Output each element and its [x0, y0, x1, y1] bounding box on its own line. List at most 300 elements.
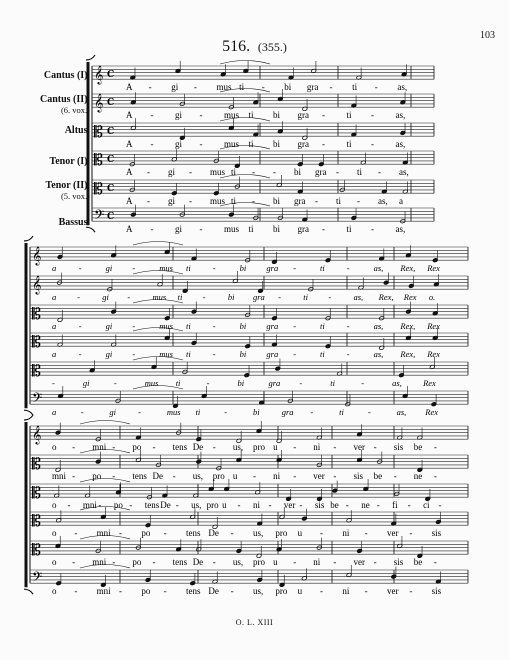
bracket-hook — [86, 227, 95, 232]
lyric-syllable: ver — [283, 500, 296, 510]
lyric-hyphen: - — [212, 321, 216, 331]
lyric-hyphen: - — [293, 557, 297, 567]
lyric-syllable: Rex — [403, 292, 417, 302]
lyric-syllable: o — [52, 586, 57, 596]
lyric-syllable: po — [132, 442, 142, 452]
lyrics-line — [52, 500, 442, 510]
lyric-syllable: gi — [82, 378, 90, 388]
lyric-hyphen: - — [78, 349, 82, 359]
time-signature-icon: C — [107, 154, 115, 165]
lyric-syllable: Rex — [427, 263, 440, 273]
staff — [30, 536, 468, 568]
lyric-syllable: bi — [239, 321, 247, 331]
lyric-syllable: Rex — [427, 321, 440, 331]
lyric-syllable: bi — [273, 110, 281, 120]
tie-arc — [220, 203, 270, 207]
lyric-hyphen: - — [189, 196, 192, 206]
staff — [30, 386, 468, 418]
lyric-syllable: sis — [431, 586, 442, 596]
lyric-syllable: tens — [144, 500, 160, 510]
tie-arc — [220, 175, 270, 179]
lyric-syllable: ci — [423, 500, 430, 510]
lyric-syllable: as, — [373, 349, 384, 359]
lyric-hyphen: - — [433, 471, 437, 481]
lyric-syllable: sis — [393, 557, 404, 567]
lyric-hyphen: - — [172, 471, 176, 481]
lyric-hyphen: - — [378, 167, 381, 177]
lyric-syllable: us, — [253, 586, 264, 596]
clef-icon: 𝄡 — [32, 483, 41, 503]
lyric-syllable: gra — [266, 349, 279, 359]
lyric-hyphen: - — [193, 82, 197, 92]
lyric-hyphen: - — [376, 500, 380, 510]
lyric-syllable: De — [152, 471, 163, 481]
lyric-hyphen: - — [230, 586, 234, 596]
lyric-hyphen: - — [74, 528, 78, 538]
staff — [30, 565, 468, 597]
lyric-syllable: ti — [186, 321, 191, 331]
lyric-hyphen: - — [113, 378, 117, 388]
lyric-hyphen: - — [132, 321, 136, 331]
lyric-syllable: mus — [210, 196, 226, 206]
lyric-hyphen: - — [67, 500, 71, 510]
lyric-syllable: as, — [378, 196, 388, 206]
lyric-syllable: gi — [168, 196, 176, 206]
lyric-syllable: pro — [212, 471, 225, 481]
staff — [92, 61, 434, 93]
lyrics-line — [52, 378, 436, 388]
lyric-syllable: tens — [132, 471, 147, 481]
lyric-syllable: as, — [395, 224, 406, 234]
tie-arc — [80, 479, 130, 483]
lyrics-line — [52, 292, 435, 302]
lyric-syllable: pro — [275, 586, 288, 596]
lyrics-line — [126, 167, 409, 177]
lyric-syllable: Rex — [425, 407, 439, 417]
lyric-syllable: o. — [428, 292, 436, 302]
voice-name: Cantus (I). — [43, 70, 90, 81]
voice-name: Bassus. — [58, 217, 90, 228]
lyric-syllable: u — [273, 442, 278, 452]
lyric-syllable: pro — [253, 557, 265, 567]
lyric-syllable: Rex — [427, 349, 440, 359]
lyric-syllable: ti — [231, 196, 237, 206]
lyric-hyphen: - — [293, 263, 297, 273]
clef-icon: 𝄡 — [32, 332, 41, 352]
lyrics-line — [126, 139, 405, 149]
lyric-hyphen: - — [112, 557, 116, 567]
clef-icon: 𝄡 — [32, 454, 41, 474]
lyric-hyphen: - — [328, 292, 332, 302]
time-signature-icon: C — [107, 69, 115, 80]
lyric-hyphen: - — [273, 167, 276, 177]
lyric-syllable: gra — [315, 167, 327, 177]
lyric-syllable: ti — [186, 349, 191, 359]
lyric-hyphen: - — [72, 471, 76, 481]
lyric-syllable: ni — [313, 557, 321, 567]
clef-icon: 𝄞 — [94, 93, 104, 113]
lyrics-line — [126, 224, 405, 234]
lyric-syllable: bi — [284, 82, 292, 92]
lyric-hyphen: - — [433, 442, 437, 452]
lyric-hyphen: - — [253, 471, 256, 481]
lyric-syllable: ti — [231, 167, 237, 177]
lyric-hyphen: - — [72, 557, 76, 567]
lyric-hyphen: - — [230, 528, 234, 538]
lyric-syllable: o — [52, 557, 57, 567]
lyric-syllable: bi — [239, 349, 247, 359]
lyric-syllable: sis — [393, 442, 404, 452]
lyric-hyphen: - — [322, 139, 325, 149]
lyric-syllable: po — [92, 471, 102, 481]
title-number: 516. — [222, 38, 251, 55]
lyric-syllable: ti — [339, 407, 344, 417]
lyrics-line — [126, 110, 405, 120]
tie-arc — [220, 61, 270, 65]
lyric-syllable: mni — [52, 471, 67, 481]
lyric-hyphen: - — [393, 471, 397, 481]
lyric-syllable: us, — [232, 442, 244, 452]
lyric-syllable: ver — [353, 442, 365, 452]
lyric-syllable: as, — [395, 110, 406, 120]
voice-name: Tenor (II). — [45, 180, 90, 191]
staff — [30, 357, 468, 389]
lyric-syllable: De — [160, 500, 171, 510]
lyric-syllable: ver — [313, 471, 325, 481]
lyric-hyphen: - — [212, 557, 216, 567]
lyric-hyphen: - — [322, 224, 325, 234]
lyric-syllable: ne — [361, 500, 370, 510]
lyric-hyphen: - — [77, 292, 80, 302]
lyric-hyphen: - — [336, 167, 339, 177]
lyric-syllable: ti — [346, 224, 352, 234]
lyric-hyphen: - — [320, 528, 323, 538]
lyric-syllable: o — [52, 442, 57, 452]
clef-icon: 𝄞 — [32, 275, 42, 295]
lyric-syllable: A — [126, 82, 133, 92]
clef-icon: 𝄡 — [94, 122, 103, 142]
staff — [30, 450, 468, 482]
lyric-hyphen: - — [119, 586, 122, 596]
lyric-hyphen: - — [237, 500, 241, 510]
clef-icon: 𝄡 — [94, 179, 103, 199]
lyric-syllable: sis — [353, 471, 364, 481]
lyric-syllable: gra — [253, 292, 265, 302]
staff — [92, 89, 434, 121]
lyric-hyphen: - — [112, 471, 116, 481]
lyric-syllable: po — [113, 500, 123, 510]
lyric-syllable: mus — [216, 82, 232, 92]
lyrics-line — [52, 349, 440, 359]
lyric-syllable: be — [413, 442, 423, 452]
lyric-syllable: a — [52, 263, 57, 273]
lyrics-line — [52, 471, 437, 481]
lyric-syllable: gra — [297, 139, 309, 149]
lyric-hyphen: - — [374, 82, 378, 92]
tie-arc — [133, 357, 183, 361]
lyric-syllable: tens — [186, 586, 201, 596]
lyric-syllable: De — [192, 557, 204, 567]
lyric-syllable: a — [52, 292, 57, 302]
lyric-syllable: bi — [294, 167, 302, 177]
lyric-syllable: gi — [175, 139, 183, 149]
lyric-hyphen: - — [78, 263, 82, 273]
staff — [30, 300, 468, 332]
lyric-syllable: ti — [336, 196, 342, 206]
lyric-syllable: ni — [253, 500, 261, 510]
clef-icon: 𝄡 — [32, 361, 41, 381]
lyric-hyphen: - — [147, 167, 150, 177]
lyric-syllable: bi — [239, 263, 247, 273]
lyric-hyphen: - — [252, 167, 255, 177]
lyric-syllable: po — [132, 557, 142, 567]
lyric-hyphen: - — [293, 321, 297, 331]
lyric-syllable: gra — [268, 378, 281, 388]
lyric-hyphen: - — [373, 557, 377, 567]
lyric-hyphen: - — [346, 263, 350, 273]
lyric-hyphen: - — [147, 196, 150, 206]
lyric-syllable: gi — [109, 407, 117, 417]
lyric-syllable: as, — [395, 139, 406, 149]
staff — [30, 328, 468, 360]
lyric-hyphen: - — [112, 442, 116, 452]
lyric-syllable: gi — [102, 292, 109, 302]
lyric-syllable: sis — [314, 500, 325, 510]
lyric-hyphen: - — [80, 407, 84, 417]
lyric-syllable: be — [373, 471, 383, 481]
voice-sub-label: (5. vox.) — [60, 191, 90, 201]
page-footer: O. L. XIII — [235, 618, 274, 627]
clef-icon: 𝄡 — [94, 150, 103, 170]
tie-arc — [133, 328, 183, 332]
lyrics-line — [52, 528, 442, 538]
bracket-hook — [24, 410, 33, 415]
time-signature-icon: C — [107, 126, 115, 137]
lyric-syllable: u — [222, 500, 227, 510]
lyric-syllable: ti — [248, 139, 254, 149]
lyric-syllable: mus — [152, 292, 167, 302]
score-system — [24, 236, 468, 417]
lyric-syllable: as, — [353, 292, 364, 302]
lyric-syllable: fi — [392, 500, 398, 510]
bracket-hook — [86, 55, 95, 60]
lyric-syllable: ti — [177, 292, 183, 302]
lyric-hyphen: - — [315, 196, 318, 206]
lyric-hyphen: - — [333, 471, 337, 481]
lyric-syllable: us, — [191, 500, 202, 510]
lyric-hyphen: - — [199, 139, 203, 149]
lyric-hyphen: - — [199, 224, 203, 234]
lyric-hyphen: - — [78, 321, 82, 331]
lyric-hyphen: - — [293, 471, 297, 481]
lyric-hyphen: - — [371, 224, 374, 234]
lyric-syllable: ti — [352, 82, 358, 92]
lyric-syllable: gra — [306, 82, 319, 92]
lyric-syllable: us, — [192, 471, 203, 481]
time-signature-icon: C — [107, 97, 115, 108]
lyric-syllable: o — [52, 528, 57, 538]
lyric-syllable: tens — [172, 442, 188, 452]
lyric-syllable: sis — [431, 528, 442, 538]
lyric-syllable: Rex, — [400, 349, 416, 359]
lyric-syllable: ver — [353, 557, 365, 567]
lyric-hyphen: - — [129, 500, 133, 510]
clef-icon: 𝄡 — [32, 511, 41, 531]
lyric-hyphen: - — [132, 263, 136, 273]
lyrics-line — [52, 557, 437, 567]
lyric-hyphen: - — [212, 263, 216, 273]
staff — [30, 507, 468, 539]
lyric-syllable: mus — [144, 378, 159, 388]
lyric-syllable: as, — [373, 321, 384, 331]
lyric-hyphen: - — [150, 139, 154, 149]
lyric-syllable: mni — [96, 586, 111, 596]
lyric-hyphen: - — [148, 82, 152, 92]
lyric-syllable: u — [273, 557, 278, 567]
lyric-hyphen: - — [322, 110, 325, 120]
lyric-syllable: mus — [224, 139, 240, 149]
lyric-syllable: ti — [346, 110, 352, 120]
lyric-syllable: as, — [396, 407, 407, 417]
time-signature-icon: C — [107, 183, 115, 194]
lyric-syllable: bi — [273, 196, 281, 206]
lyric-hyphen: - — [299, 500, 303, 510]
lyric-syllable: us, — [253, 528, 264, 538]
lyric-syllable: a — [52, 321, 57, 331]
lyric-syllable: o — [52, 500, 57, 510]
staff — [30, 421, 468, 453]
lyric-syllable: gi — [105, 263, 113, 273]
lyric-syllable: bi — [253, 407, 260, 417]
lyric-syllable: ti — [357, 167, 363, 177]
lyric-syllable: gi — [175, 224, 183, 234]
lyric-hyphen: - — [407, 500, 411, 510]
lyric-hyphen: - — [199, 110, 203, 120]
lyric-hyphen: - — [299, 378, 303, 388]
clef-icon: 𝄞 — [94, 65, 104, 85]
lyric-syllable: be — [330, 500, 339, 510]
lyric-syllable: u — [297, 586, 303, 596]
clef-icon: 𝄢 — [32, 390, 43, 410]
lyric-hyphen: - — [357, 196, 360, 206]
lyric-syllable: ni — [273, 471, 281, 481]
lyric-syllable: be — [413, 557, 423, 567]
staff — [92, 175, 434, 207]
lyric-syllable: gra — [266, 263, 279, 273]
lyric-syllable: gi — [105, 349, 113, 359]
lyric-hyphen: - — [189, 167, 192, 177]
lyric-syllable: pro — [275, 528, 288, 538]
lyric-hyphen: - — [132, 349, 136, 359]
lyric-syllable: mus — [159, 349, 173, 359]
lyric-hyphen: - — [261, 82, 265, 92]
lyric-syllable: ni — [313, 442, 321, 452]
lyric-syllable: ti — [320, 349, 325, 359]
staff — [92, 146, 434, 178]
lyric-syllable: mus — [166, 407, 181, 417]
lyric-hyphen: - — [127, 292, 131, 302]
lyric-syllable: ti — [175, 378, 181, 388]
lyric-syllable: De — [208, 528, 219, 538]
lyric-hyphen: - — [72, 442, 76, 452]
lyric-syllable: Rex, — [378, 292, 394, 302]
lyric-syllable: A — [126, 110, 133, 120]
lyric-hyphen: - — [310, 407, 314, 417]
lyric-syllable: mni — [96, 528, 111, 538]
lyric-hyphen: - — [333, 557, 337, 567]
lyric-hyphen: - — [152, 442, 156, 452]
lyric-syllable: De — [192, 442, 204, 452]
lyric-syllable: a — [52, 407, 57, 417]
lyric-syllable: Rex, — [400, 321, 416, 331]
lyric-syllable: gi — [171, 82, 179, 92]
lyric-hyphen: - — [202, 292, 206, 302]
lyric-syllable: ni — [342, 528, 350, 538]
lyrics-line — [52, 407, 438, 417]
lyric-syllable: bi — [273, 139, 281, 149]
lyric-hyphen: - — [224, 407, 228, 417]
lyric-syllable: bi — [227, 292, 235, 302]
lyric-hyphen: - — [252, 196, 255, 206]
lyric-syllable: ti — [248, 110, 254, 120]
lyric-hyphen: - — [361, 378, 365, 388]
lyric-syllable: gi — [175, 110, 183, 120]
lyric-syllable: as, — [392, 378, 402, 388]
lyric-hyphen: - — [409, 586, 413, 596]
lyrics-line — [52, 263, 440, 273]
clef-icon: 𝄢 — [32, 569, 43, 589]
staff — [30, 479, 468, 511]
lyric-syllable: A — [126, 139, 133, 149]
bracket-hook — [24, 589, 33, 594]
lyric-hyphen: - — [163, 586, 167, 596]
lyric-syllable: gra — [297, 110, 309, 120]
lyric-syllable: a — [399, 196, 403, 206]
lyric-syllable: ti — [320, 321, 325, 331]
clef-icon: 𝄡 — [32, 304, 41, 324]
lyric-syllable: ver — [387, 586, 399, 596]
lyric-hyphen: - — [278, 292, 281, 302]
lyric-hyphen: - — [119, 528, 122, 538]
lyrics-line — [126, 82, 407, 92]
lyric-syllable: mus — [210, 167, 226, 177]
lyric-syllable: gra — [294, 196, 306, 206]
lyric-syllable: a — [52, 349, 57, 359]
lyric-hyphen: - — [150, 224, 154, 234]
lyric-syllable: De — [208, 586, 219, 596]
page-number: 103 — [480, 30, 495, 41]
clef-icon: 𝄞 — [32, 425, 42, 445]
lyric-hyphen: - — [175, 500, 179, 510]
score-system — [86, 55, 434, 234]
lyric-syllable: A — [126, 196, 133, 206]
lyric-hyphen: - — [212, 442, 216, 452]
title-alt-number: (355.) — [257, 40, 287, 54]
lyric-hyphen: - — [333, 442, 337, 452]
lyric-syllable: ti — [346, 139, 352, 149]
lyric-hyphen: - — [371, 110, 374, 120]
lyric-syllable: gi — [168, 167, 176, 177]
lyric-syllable: ti — [330, 378, 336, 388]
lyrics-line — [52, 586, 442, 596]
lyric-hyphen: - — [345, 500, 349, 510]
lyric-hyphen: - — [346, 349, 350, 359]
lyric-syllable: ti — [248, 224, 254, 234]
tie-arc — [133, 242, 183, 246]
lyric-hyphen: - — [433, 557, 437, 567]
lyric-syllable: as, — [399, 167, 409, 177]
lyric-syllable: pro — [206, 500, 219, 510]
